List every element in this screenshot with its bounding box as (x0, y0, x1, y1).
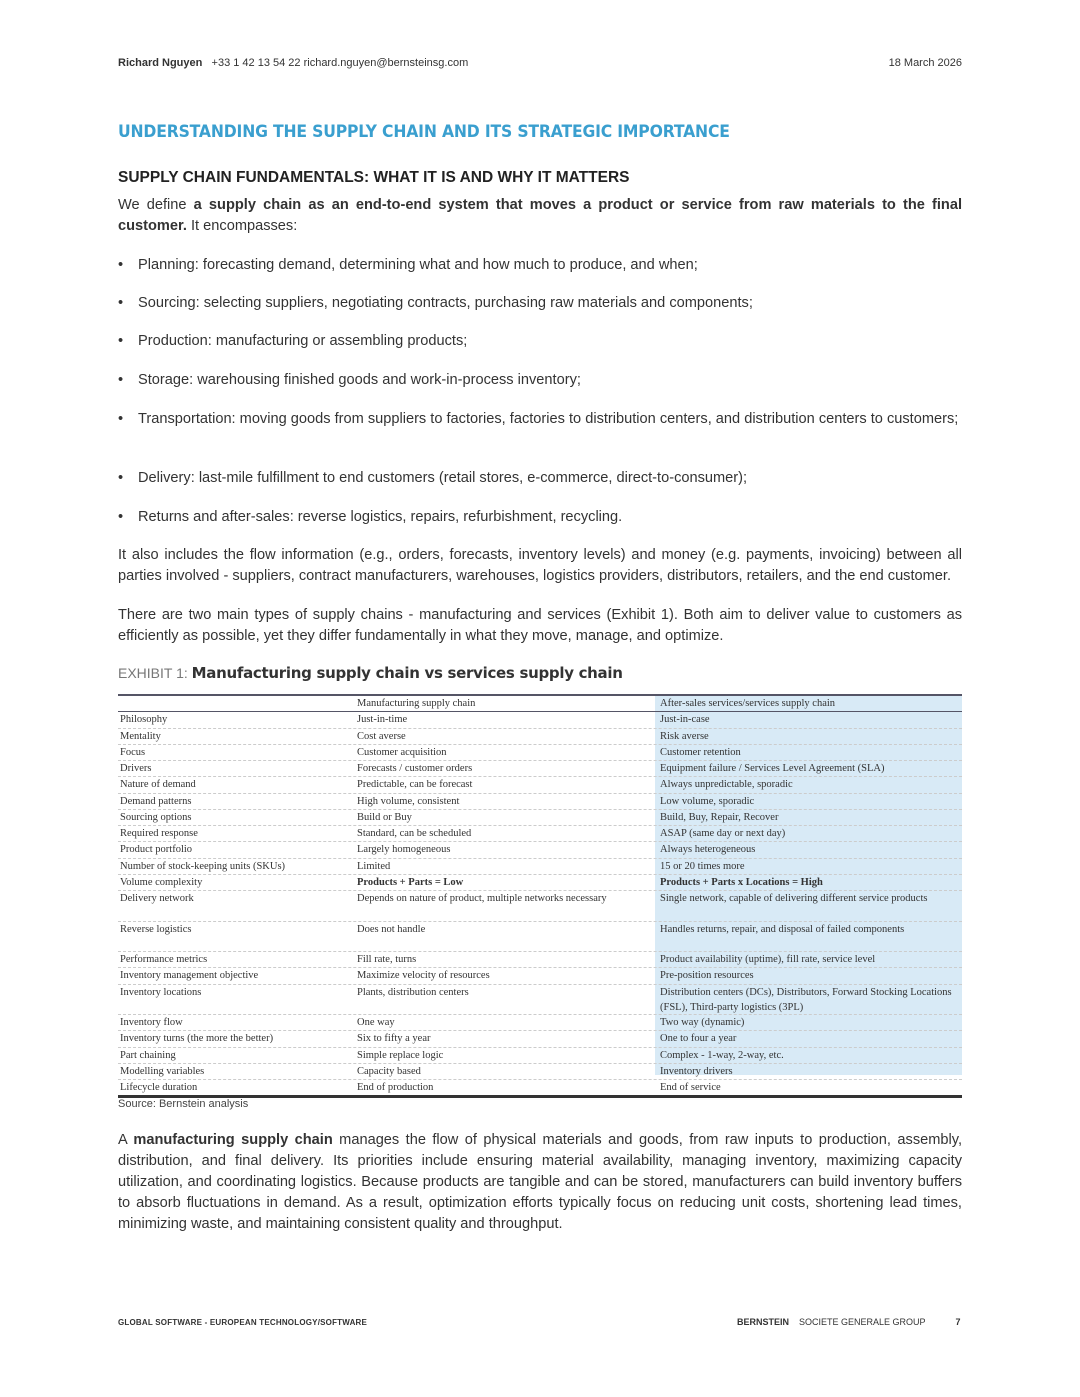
comparison-table (118, 694, 962, 1098)
header-cell (118, 696, 357, 711)
cell-text: Products + Parts = Low (357, 876, 464, 888)
table-cell: Inventory turns (the more the better) (120, 1033, 274, 1045)
table-cell: Cost averse (357, 730, 406, 742)
table-cell: One way (357, 1017, 395, 1028)
page-header (118, 57, 962, 69)
bullet-item: • Production: manufacturing or assembling products; (118, 331, 962, 352)
table-cell: Pre-position resources (660, 970, 754, 982)
footer-section: GLOBAL SOFTWARE - EUROPEAN TECHNOLOGY/SOFTWARE (118, 1318, 368, 1327)
table-cell: Customer acquisition (357, 746, 447, 758)
table-cell (655, 875, 962, 890)
bullet-item: • Transportation: moving goods from suppliers to factories, factories to distribution centers, and distribution centers to customers; (118, 409, 962, 430)
table-cell: Does not handle (357, 923, 426, 935)
report-date: 18 March 2026 (888, 57, 962, 69)
table-row (118, 810, 962, 826)
table-cell: Limited (357, 860, 391, 872)
table-cell: Forecasts / customer orders (357, 763, 473, 774)
table-row (118, 1080, 962, 1098)
author-email[interactable]: richard.nguyen@bernsteinsg.com (303, 57, 469, 69)
table-cell: Just-in-case (660, 714, 710, 726)
table-row (118, 712, 962, 728)
table-cell: 15 or 20 times more (660, 860, 745, 872)
intro-pre: We define (118, 197, 194, 213)
header-cell: Manufacturing supply chain (357, 698, 476, 709)
exhibit-title (118, 664, 623, 683)
para-pre: A (118, 1132, 134, 1148)
table-row (118, 826, 962, 842)
table-cell: Always heterogeneous (660, 844, 756, 856)
table-cell: Demand patterns (120, 795, 192, 807)
table-cell: Maximize velocity of resources (357, 970, 490, 982)
table-cell: Drivers (120, 763, 152, 774)
table-cell: Modelling variables (120, 1065, 205, 1077)
table-cell: Philosophy (120, 714, 168, 726)
brand-group: SOCIETE GENERALE GROUP (799, 1317, 926, 1327)
table-header-row (118, 694, 962, 712)
table-cell: Sourcing options (120, 811, 192, 823)
table-cell: Largely homogeneous (357, 844, 451, 856)
table-cell: Nature of demand (120, 779, 196, 791)
cell-text: Products + Parts x Locations = High (660, 876, 823, 888)
table-cell: Predictable, can be forecast (357, 779, 473, 791)
table-cell: Required response (120, 828, 198, 839)
table-cell: Number of stock-keeping units (SKUs) (120, 860, 286, 872)
page-number: 7 (955, 1317, 961, 1327)
table-cell: Product portfolio (120, 844, 193, 856)
table-row (118, 968, 962, 984)
intro-post: It encompasses: (186, 218, 298, 234)
table-cell: Performance metrics (120, 954, 208, 965)
footer-brand (737, 1317, 961, 1327)
exhibit-name: Manufacturing supply chain vs services supply chain (191, 664, 623, 682)
table-row (118, 794, 962, 810)
table-cell: Capacity based (357, 1065, 421, 1077)
table-cell: Single network, capable of delivering different service products (660, 893, 928, 904)
table-cell: Inventory locations (120, 986, 202, 998)
table-cell: Low volume, sporadic (660, 795, 755, 807)
table-cell: Inventory management objective (120, 970, 259, 982)
table-cell: Inventory flow (120, 1017, 183, 1028)
paragraph-flows: It also includes the flow information (e.g., orders, forecasts, inventory levels) and money (e.g. payments, invoicing) between all parties involved - suppliers, contract manufacturers, warehouses, logistics providers, distributors, retailers, and the end customer. (118, 547, 962, 584)
author-phone: +33 1 42 13 54 22 (211, 57, 301, 69)
header-cell: After-sales services/services supply chain (660, 698, 836, 709)
source-note: Source: Bernstein analysis (118, 1098, 249, 1110)
table-row (118, 777, 962, 793)
bullet-item: • Returns and after-sales: reverse logistics, repairs, refurbishment, recycling. (118, 507, 962, 528)
table-row (118, 875, 962, 891)
table-row (118, 922, 962, 953)
table-row (118, 952, 962, 968)
table-cell: Product availability (uptime), fill rate, service level (660, 954, 876, 965)
table-row (118, 1064, 962, 1080)
table-row (118, 1031, 962, 1047)
bullet-item: • Planning: forecasting demand, determining what and how much to produce, and when; (118, 255, 962, 276)
table-row (118, 859, 962, 875)
table-cell: Depends on nature of product, multiple networks necessary (357, 893, 607, 904)
table-cell: Inventory drivers (660, 1065, 733, 1077)
brand-logo: BERNSTEIN (737, 1317, 790, 1327)
table-row (118, 761, 962, 777)
table-cell: Standard, can be scheduled (357, 828, 472, 839)
table-row (118, 985, 962, 1016)
bullet-item: • Sourcing: selecting suppliers, negotiating contracts, purchasing raw materials and components; (118, 293, 962, 314)
table-cell: High volume, consistent (357, 795, 460, 807)
table-row (118, 745, 962, 761)
table-cell: Distribution centers (DCs), Distributors, Forward Stocking Locations (FSL), Third-party logistics (3PL) (660, 986, 952, 1013)
exhibit-label: EXHIBIT 1: (118, 665, 192, 681)
table-cell: Mentality (120, 730, 161, 742)
table-cell: Handles returns, repair, and disposal of failed components (660, 923, 905, 935)
table-cell: Simple replace logic (357, 1049, 444, 1061)
table-cell: One to four a year (660, 1033, 737, 1045)
section-title: UNDERSTANDING THE SUPPLY CHAIN AND ITS STRATEGIC IMPORTANCE (118, 122, 730, 142)
table-cell: Delivery network (120, 893, 194, 904)
table-cell: ASAP (same day or next day) (660, 828, 786, 839)
table-cell: Build or Buy (357, 811, 412, 823)
table-cell: Reverse logistics (120, 923, 192, 935)
table-cell: Two way (dynamic) (660, 1017, 745, 1028)
table-cell: Risk averse (660, 730, 709, 742)
table-cell: End of production (357, 1082, 434, 1093)
bullet-item: • Storage: warehousing finished goods and work-in-process inventory; (118, 370, 962, 391)
table-row (118, 1048, 962, 1064)
table-cell: Equipment failure / Services Level Agreement (SLA) (660, 763, 885, 774)
paragraph-manufacturing (118, 1130, 962, 1235)
intro-paragraph (118, 195, 962, 237)
table-cell: Complex - 1-way, 2-way, etc. (660, 1049, 784, 1061)
table-row (118, 1015, 962, 1031)
table-cell: Volume complexity (120, 876, 203, 888)
para-post: manages the flow of physical materials and goods, from raw inputs to production, assembly, distribution, and final delivery. Its priorities include ensuring material availability, managing inventory, maximizing capacity utilization, and coordinating logistics. Because products are tangible and can be stored, manufacturers can build inventory buffers to absorb fluctuations in demand. As a result, optimization efforts typically focus on reducing unit costs, shortening lead times, minimizing waste, and maintaining consistent quality and throughput. (118, 1132, 963, 1232)
table-cell: Part chaining (120, 1049, 176, 1061)
intro-bold: a supply chain as an end-to-end system that moves a product or service from raw materials to the final customer. (118, 197, 963, 234)
table-cell: Customer retention (660, 746, 741, 758)
para-bold: manufacturing supply chain (133, 1132, 333, 1148)
table-cell: Always unpredictable, sporadic (660, 779, 793, 791)
table-cell: Fill rate, turns (357, 954, 417, 965)
table-cell (357, 875, 655, 890)
table-row (118, 891, 962, 922)
table-cell: End of service (660, 1082, 721, 1093)
paragraph-types: There are two main types of supply chains - manufacturing and services (Exhibit 1). Both aim to deliver value to customers as efficiently as possible, yet they differ fundamentally in what they move, manage, and optimize. (118, 607, 962, 644)
bullet-item: • Delivery: last-mile fulfillment to end customers (retail stores, e-commerce, direct-to-consumer); (118, 468, 962, 489)
table-cell: Just-in-time (357, 714, 408, 726)
author-name: Richard Nguyen (118, 57, 203, 69)
table-cell: Six to fifty a year (357, 1033, 431, 1045)
subsection-title: SUPPLY CHAIN FUNDAMENTALS: WHAT IT IS AND WHY IT MATTERS (118, 169, 630, 186)
table-row (118, 729, 962, 745)
table-cell: Lifecycle duration (120, 1082, 198, 1093)
table-cell: Plants, distribution centers (357, 986, 469, 998)
table-cell: Focus (120, 746, 146, 758)
table-cell: Build, Buy, Repair, Recover (660, 811, 779, 823)
table-row (118, 842, 962, 858)
